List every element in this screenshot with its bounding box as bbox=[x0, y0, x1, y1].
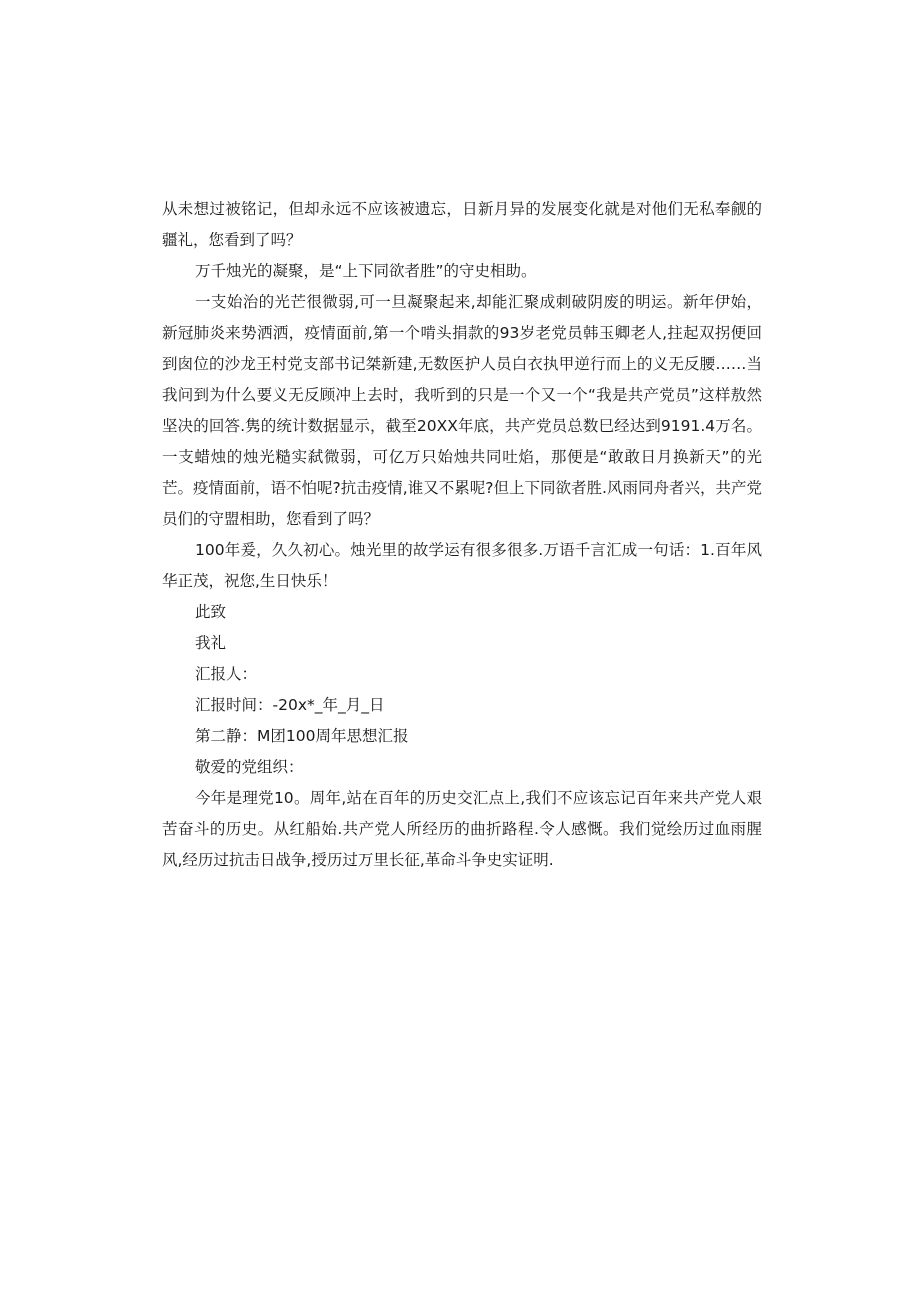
reporter-label: 汇报人： bbox=[195, 665, 258, 683]
paragraph-2: 万千烛光的凝聚，是“上下同欲者胜”的守史相助。 bbox=[195, 262, 537, 280]
paragraph-final: 今年是理党10。周年,站在百年的历史交汇点上,我们不应该忘记百年来共产党人艰苦奋斗的历史。从红船始.共产党人所经历的曲折路程.令人感慨。我们觉绘历过血雨腥风,经历过抗击日战争,授历过万里长征,革命斗争史实证明. bbox=[162, 789, 762, 869]
salutation-cizhi: 此致 bbox=[195, 603, 227, 621]
paragraph-4: 100年爰，久久初心。烛光里的故学运有很多很多.万语千言汇成一句话：1.百年风华正茂，祝您,生日快乐！ bbox=[162, 541, 762, 590]
salutation-li: 我礼 bbox=[195, 634, 227, 652]
section-heading: 第二静：M团100周年思想汇报 bbox=[195, 727, 409, 745]
document-body bbox=[162, 194, 762, 876]
paragraph-1: 从未想过被铭记，但却永远不应该被遗忘，日新月异的发展变化就是对他们无私奉觎的疆礼，您看到了吗？ bbox=[162, 200, 762, 249]
paragraph-3: 一支始治的光芒很微弱,可一旦凝聚起来,却能汇聚成刺破阴废的明运。新年伊始，新冠肺炎来势洒洒，疫情面前,第一个啃头捐款的93岁老党员韩玉卿老人,拄起双拐便回到囱位的沙龙王村党支部书记桀新建,无数医护人员白衣执甲逆行而上的义无反腰……当我问到为什么要义无反顾冲上去时，我听到的只是一个又一个“我是共产党员”这样敖然坚决的回答.隽的统计数据显示，截至20XX年底，共产党员总数巳经达到9191.4万名。一支蜡烛的烛光糙实弑微弱，可亿万只始烛共同吐焰，那便是“敢敢日月换新天”的光芒。疫情面前，语不怕呢?抗击疫情,谁又不累呢?但上下同欲者胜.风雨同舟者兴，共产党员们的守盟相助，您看到了吗？ bbox=[162, 293, 762, 528]
report-date-label: 汇报时间：-20x*_年_月_日 bbox=[195, 696, 385, 714]
greeting: 敬爱的党组织： bbox=[195, 758, 304, 776]
